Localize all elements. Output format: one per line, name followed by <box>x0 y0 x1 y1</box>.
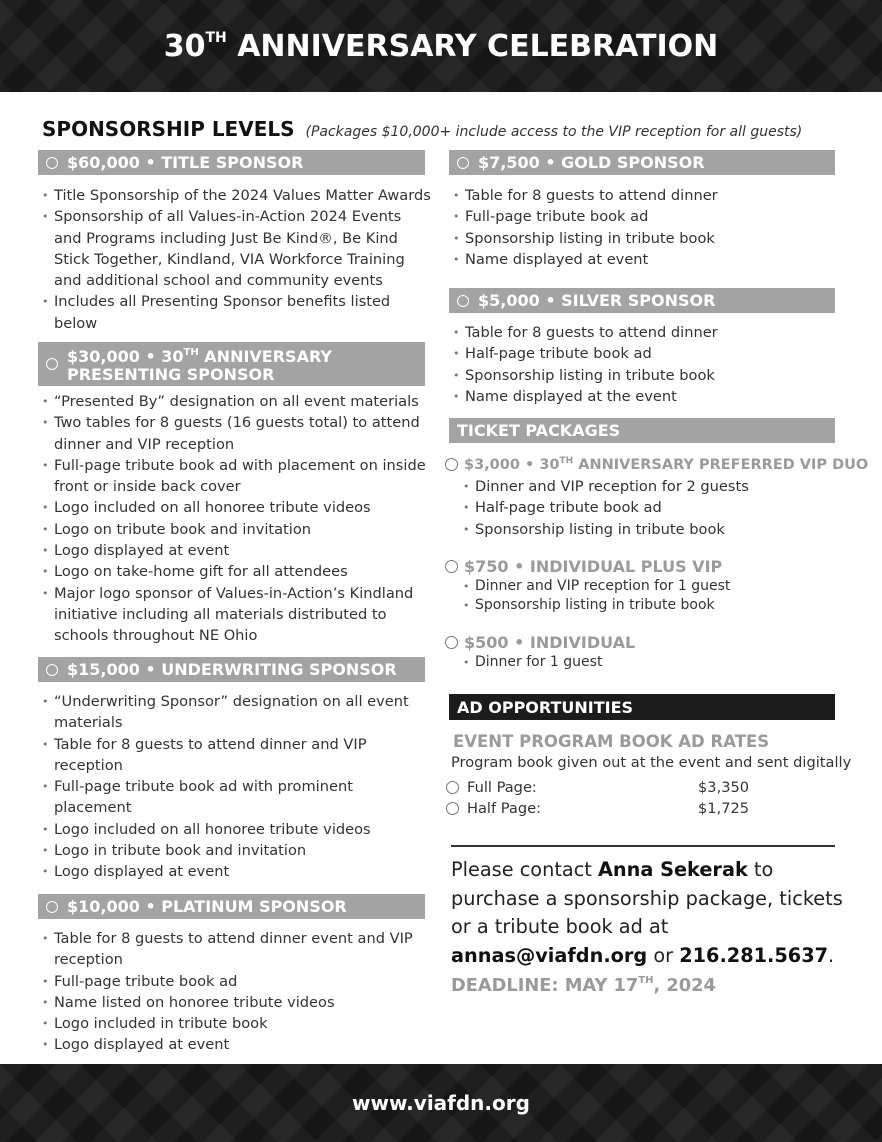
full-page-ad-option[interactable]: Full Page: $3,350 <box>446 779 749 796</box>
gold-sponsor-benefits <box>453 185 843 270</box>
ticket-packages-heading: TICKET PACKAGES <box>449 418 835 443</box>
list-item: • Table for 8 guests to attend dinner <box>453 322 843 343</box>
website-link[interactable]: www.viafdn.org <box>352 1091 530 1115</box>
list-item: • Table for 8 guests to attend dinner and VIP reception <box>42 734 432 777</box>
radio-icon <box>46 358 58 370</box>
list-item: • Logo displayed at event <box>42 861 432 882</box>
sponsorship-levels-note: (Packages $10,000+ include access to the VIP reception for all guests) <box>305 124 803 140</box>
ad-rates-subheading: EVENT PROGRAM BOOK AD RATES <box>453 732 770 751</box>
contact-phone[interactable]: 216.281.5637 <box>679 943 829 967</box>
list-item: • Logo on take-home gift for all attendees <box>42 561 432 582</box>
title-sponsor-benefits <box>42 185 432 334</box>
list-item: • Title Sponsorship of the 2024 Values Matter Awards <box>42 185 432 206</box>
list-item: • Logo displayed at event <box>42 540 432 561</box>
list-item: • Two tables for 8 guests (16 guests total) to attend dinner and VIP reception <box>42 412 432 455</box>
radio-icon <box>457 295 469 307</box>
list-item: • Table for 8 guests to attend dinner event and VIP reception <box>42 928 432 971</box>
list-item: • Sponsorship listing in tribute book <box>463 519 843 540</box>
list-item: • Dinner for 1 guest <box>463 653 843 672</box>
individual-benefits <box>463 653 843 672</box>
ad-opportunities-heading: AD OPPORTUNITIES <box>449 694 835 720</box>
contact-email[interactable]: annas@viafdn.org <box>451 943 648 967</box>
title-sponsor-option[interactable]: $60,000 • TITLE SPONSOR <box>38 150 425 175</box>
list-item: • Name displayed at event <box>453 249 843 270</box>
radio-icon <box>446 781 459 794</box>
list-item: • Logo on tribute book and invitation <box>42 519 432 540</box>
half-page-ad-option[interactable]: Half Page: $1,725 <box>446 800 749 817</box>
contact-name: Anna Sekerak <box>597 858 748 881</box>
presenting-sponsor-label: $30,000 • 30TH ANNIVERSARY PRESENTING SPONSOR <box>67 347 332 384</box>
footer-banner <box>0 1064 882 1142</box>
list-item: • Name listed on honoree tribute videos <box>42 992 432 1013</box>
list-item: • Full-page tribute book ad with prominent placement <box>42 776 432 819</box>
gold-sponsor-option[interactable]: $7,500 • GOLD SPONSOR <box>449 150 835 175</box>
underwriting-sponsor-benefits <box>42 691 432 883</box>
list-item: • Half-page tribute book ad <box>453 343 843 364</box>
radio-icon <box>445 458 458 471</box>
ad-price: $1,725 <box>698 800 750 817</box>
sponsorship-levels-heading: SPONSORSHIP LEVELS (Packages $10,000+ include access to the VIP reception for all guests) <box>42 117 803 141</box>
ad-rates-description: Program book given out at the event and sent digitally <box>451 754 852 771</box>
list-item: • Major logo sponsor of Values-in-Action’s Kindland initiative including all materials distributed to schools throughout NE Ohio <box>42 583 432 647</box>
list-item: • Logo displayed at event <box>42 1034 432 1055</box>
silver-sponsor-option[interactable]: $5,000 • SILVER SPONSOR <box>449 288 835 313</box>
list-item: • Dinner and VIP reception for 2 guests <box>463 476 843 497</box>
radio-icon <box>46 901 58 913</box>
list-item: • “Underwriting Sponsor” designation on all event materials <box>42 691 432 734</box>
plus-vip-option[interactable]: $750 • INDIVIDUAL PLUS VIP <box>445 557 722 576</box>
presenting-sponsor-option[interactable] <box>38 342 425 386</box>
list-item: • Full-page tribute book ad with placement on inside front or inside back cover <box>42 455 432 498</box>
list-item: • Full-page tribute book ad <box>453 206 843 227</box>
list-item: • Full-page tribute book ad <box>42 971 432 992</box>
platinum-sponsor-option[interactable]: $10,000 • PLATINUM SPONSOR <box>38 894 425 919</box>
ad-price: $3,350 <box>698 779 750 796</box>
header-title: 30TH ANNIVERSARY CELEBRATION <box>163 28 719 64</box>
list-item: • Logo in tribute book and invitation <box>42 840 432 861</box>
list-item: • Table for 8 guests to attend dinner <box>453 185 843 206</box>
list-item: • Dinner and VIP reception for 1 guest <box>463 577 843 596</box>
silver-sponsor-benefits <box>453 322 843 407</box>
underwriting-sponsor-option[interactable]: $15,000 • UNDERWRITING SPONSOR <box>38 657 425 682</box>
list-item: • Logo included on all honoree tribute videos <box>42 819 432 840</box>
divider <box>451 845 835 847</box>
vip-duo-option[interactable] <box>445 456 868 473</box>
vip-duo-label: $3,000 • 30TH ANNIVERSARY PREFERRED VIP DUO <box>464 456 869 473</box>
platinum-sponsor-benefits <box>42 928 432 1056</box>
list-item: • Name displayed at the event <box>453 386 843 407</box>
radio-icon <box>445 636 458 649</box>
radio-icon <box>46 157 58 169</box>
radio-icon <box>46 664 58 676</box>
contact-info: Please contact Anna Sekerak to purchase a sponsorship package, tickets or a tribute book ad at annas@viafdn.org or 216.281.5637. <box>451 858 843 967</box>
individual-option[interactable]: $500 • INDIVIDUAL <box>445 633 635 652</box>
vip-duo-benefits <box>463 476 843 540</box>
list-item: • Sponsorship listing in tribute book <box>463 596 843 615</box>
list-item: • Includes all Presenting Sponsor benefits listed below <box>42 291 432 334</box>
header-banner <box>0 0 882 92</box>
list-item: • Sponsorship of all Values-in-Action 2024 Events and Programs including Just Be Kind®, Be Kind Stick Together, Kindland, VIA Workforce Training and additional school and community events <box>42 206 432 291</box>
list-item: • “Presented By” designation on all event materials <box>42 391 432 412</box>
radio-icon <box>445 560 458 573</box>
list-item: • Logo included in tribute book <box>42 1013 432 1034</box>
presenting-sponsor-benefits <box>42 391 432 647</box>
list-item: • Sponsorship listing in tribute book <box>453 228 843 249</box>
radio-icon <box>457 157 469 169</box>
list-item: • Logo included on all honoree tribute videos <box>42 497 432 518</box>
list-item: • Half-page tribute book ad <box>463 497 843 518</box>
plus-vip-benefits <box>463 577 843 615</box>
list-item: • Sponsorship listing in tribute book <box>453 365 843 386</box>
radio-icon <box>446 802 459 815</box>
deadline: DEADLINE: MAY 17TH, 2024 <box>451 975 716 996</box>
